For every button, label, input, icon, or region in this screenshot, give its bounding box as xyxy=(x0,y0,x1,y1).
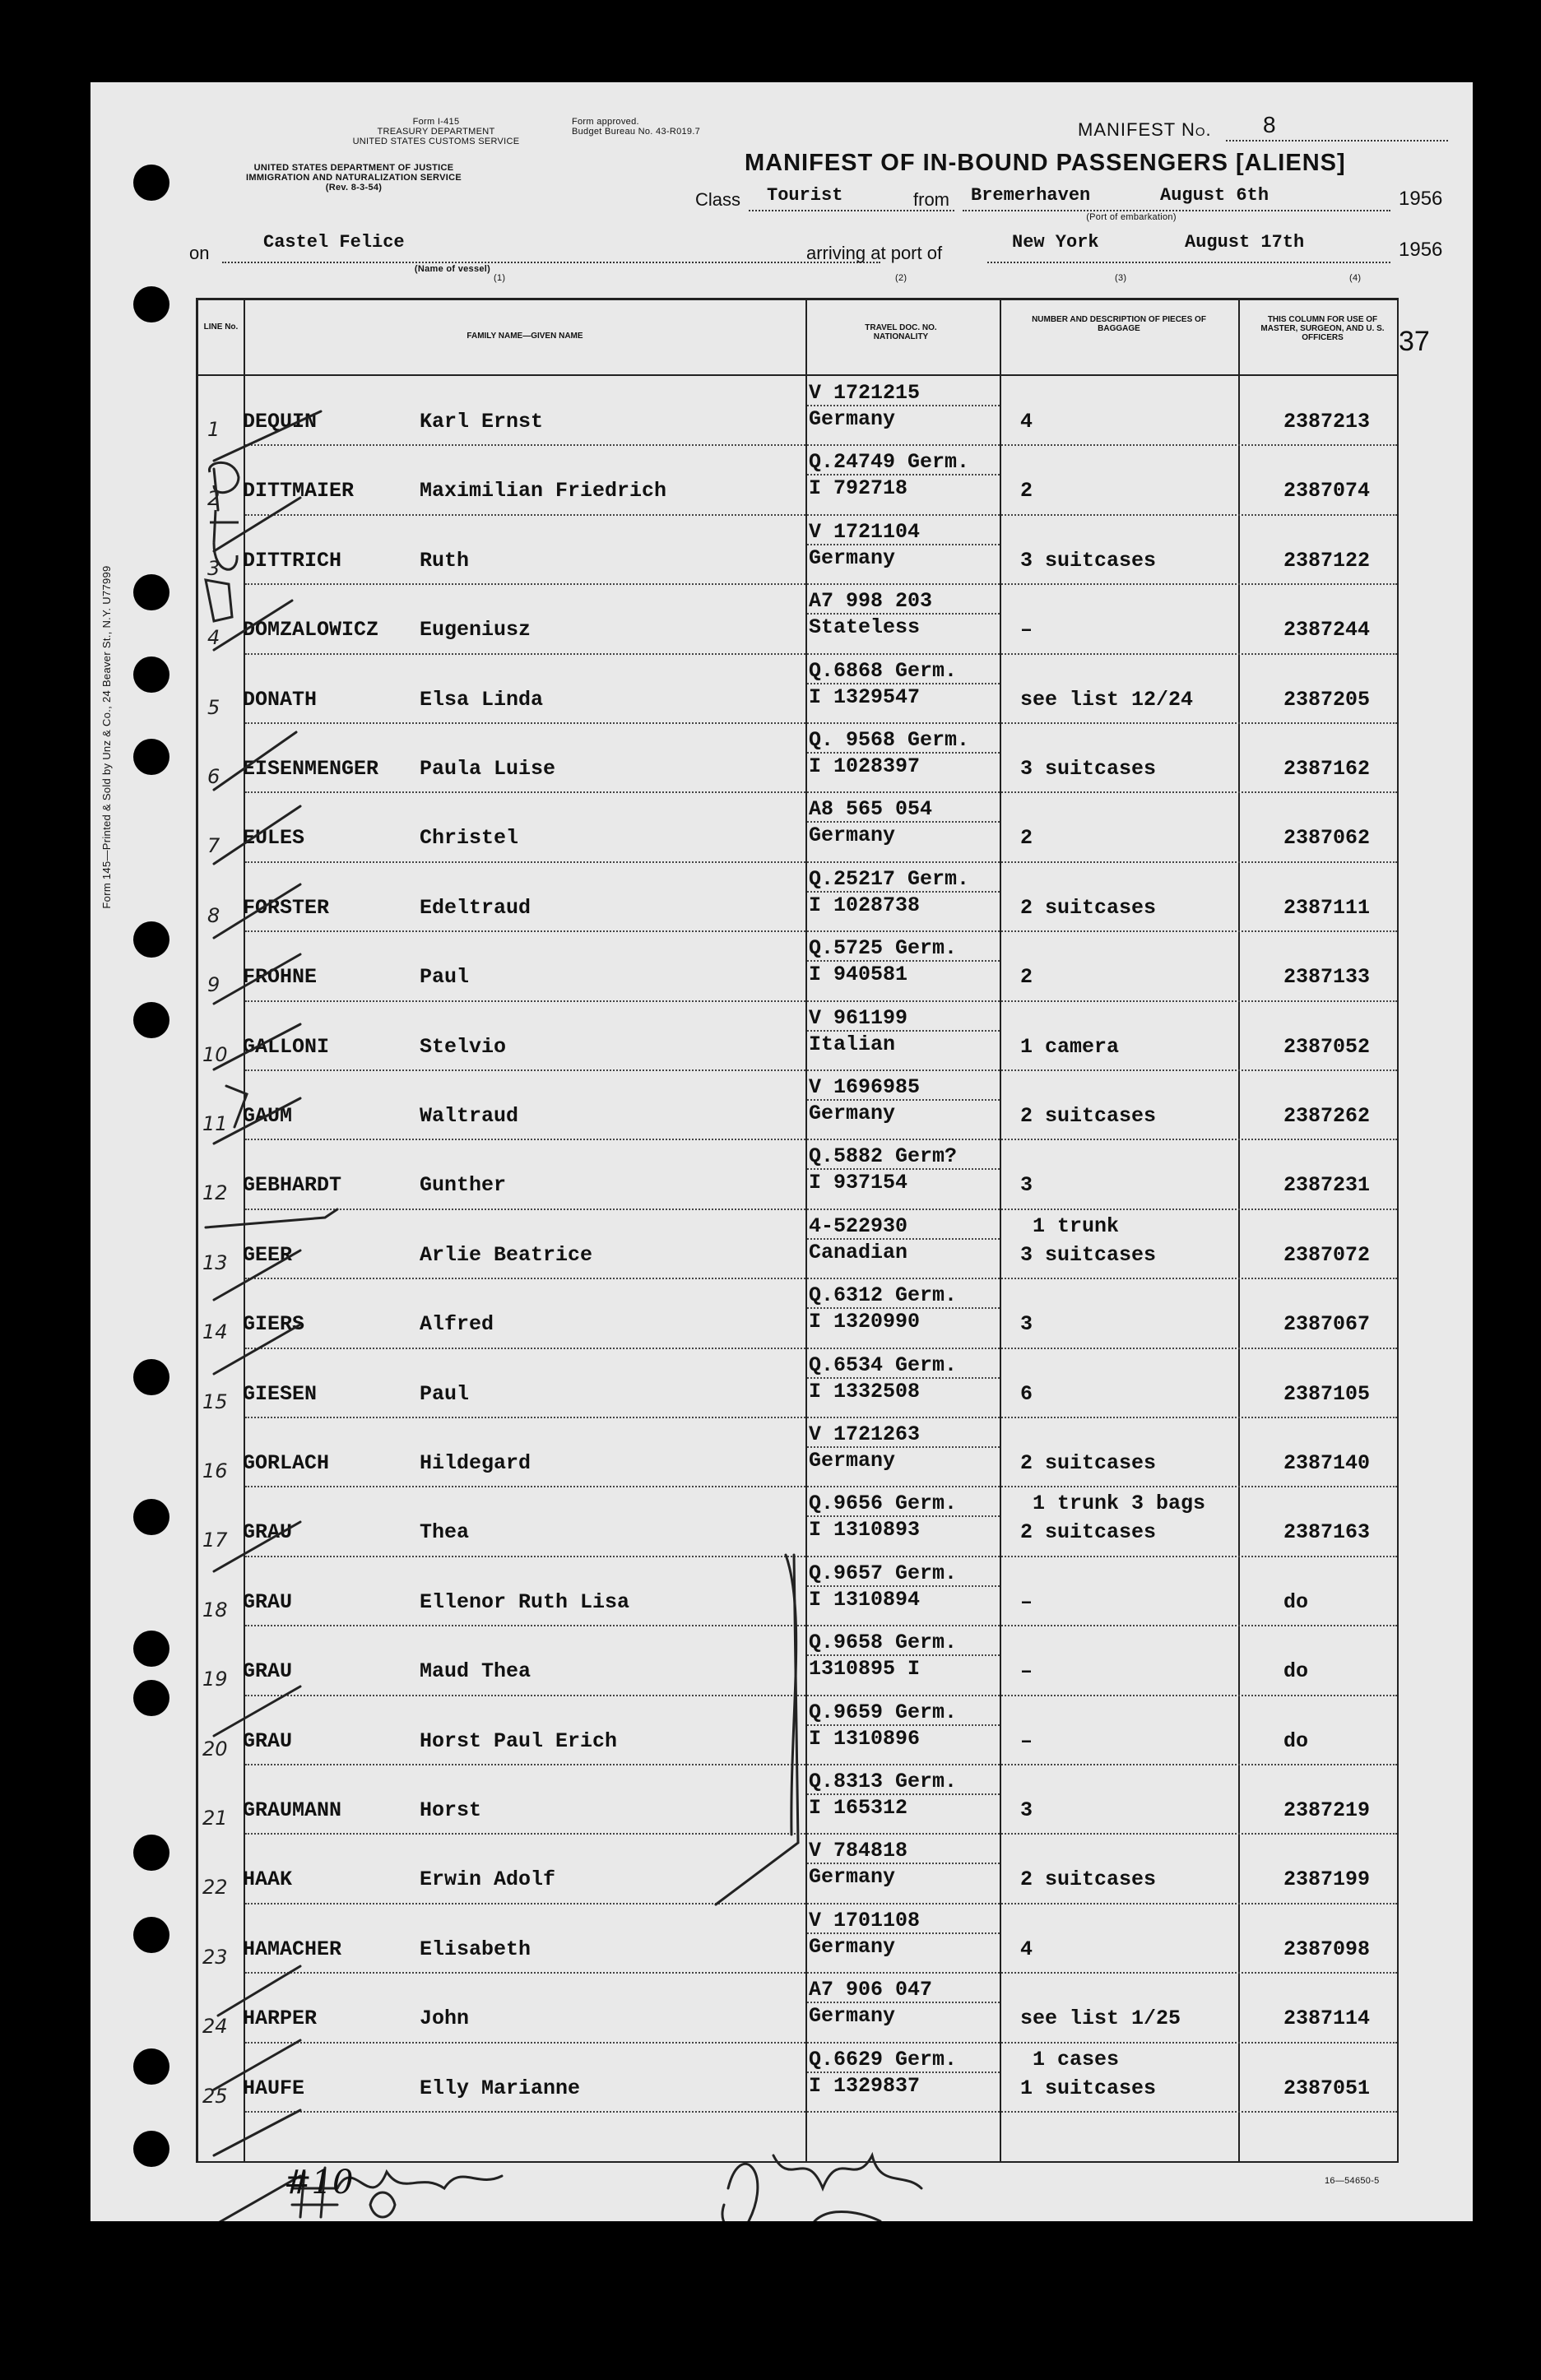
given-name: Elisabeth xyxy=(420,1937,531,1961)
line-number: 1 xyxy=(207,418,220,441)
baggage-description: 2 xyxy=(1020,826,1033,851)
family-name: GALLONI xyxy=(243,1034,330,1059)
col-header-officers: THIS COLUMN FOR USE OF MASTER, SURGEON, AND U. S. OFFICERS xyxy=(1260,315,1385,342)
given-name: Thea xyxy=(420,1520,470,1545)
manifest-title: MANIFEST OF IN-BOUND PASSENGERS [ALIENS] xyxy=(745,150,1346,176)
travel-doc-number: Q.8313 Germ. xyxy=(809,1770,958,1793)
given-name: Eugeniusz xyxy=(420,618,531,643)
line-number: 18 xyxy=(202,1598,228,1621)
family-name: GRAU xyxy=(243,1589,293,1614)
travel-doc-number: Q.6629 Germ. xyxy=(809,2047,958,2071)
given-name: Edeltraud xyxy=(420,895,531,920)
baggage-description: 2 suitcases xyxy=(1020,1451,1157,1475)
nationality: I 792718 xyxy=(809,476,908,501)
baggage-description: 4 xyxy=(1020,410,1033,434)
baggage-description: see list 1/25 xyxy=(1020,2007,1181,2031)
nationality: Italian xyxy=(809,1032,896,1056)
customs-service: UNITED STATES CUSTOMS SERVICE xyxy=(352,137,520,146)
line-number: 20 xyxy=(202,1737,228,1761)
baggage-description: 3 suitcases xyxy=(1020,757,1157,781)
embarkation-port: Bremerhaven xyxy=(971,185,1091,206)
given-name: Karl Ernst xyxy=(420,410,544,434)
nationality: Germany xyxy=(809,545,896,570)
officer-number: 2387122 xyxy=(1283,548,1371,573)
officer-number: 2387052 xyxy=(1283,1034,1371,1059)
baggage-description: 3 xyxy=(1020,1798,1033,1822)
line-number: 2 xyxy=(207,487,220,511)
port-of-embarkation-note: (Port of embarkation) xyxy=(1086,212,1177,222)
line-number: 13 xyxy=(202,1250,228,1274)
given-name: Waltraud xyxy=(420,1104,519,1128)
budget-bureau-no: Budget Bureau No. 43-R019.7 xyxy=(572,127,701,137)
line-number: 14 xyxy=(202,1320,228,1344)
line-number: 8 xyxy=(207,903,220,927)
family-name: GIERS xyxy=(243,1312,305,1337)
family-name: EULES xyxy=(243,826,305,851)
family-name: DITTMAIER xyxy=(243,479,355,503)
travel-doc-number: V 1721215 xyxy=(809,381,921,405)
nationality: 1310895 I xyxy=(809,1657,921,1682)
travel-doc-number: Q. 9568 Germ. xyxy=(809,728,970,752)
printer-side-note: Form 145—Printed & Sold by Unz & Co., 24 Beaver St., N.Y. U77999 xyxy=(100,565,113,909)
nationality: Germany xyxy=(809,1865,896,1890)
family-name: GEBHARDT xyxy=(243,1173,342,1198)
family-name: FROHNE xyxy=(243,965,318,990)
given-name: Gunther xyxy=(420,1173,507,1198)
family-name: GRAUMANN xyxy=(243,1798,342,1822)
line-number: 9 xyxy=(207,973,220,997)
nationality: Germany xyxy=(809,1934,896,1959)
given-name: Stelvio xyxy=(420,1034,507,1059)
nationality: Stateless xyxy=(809,615,921,640)
nationality: I 165312 xyxy=(809,1796,908,1820)
travel-doc-number: Q.9656 Germ. xyxy=(809,1492,958,1516)
officer-number: 2387244 xyxy=(1283,618,1371,643)
travel-doc-number: V 1721263 xyxy=(809,1422,921,1446)
travel-doc-number: Q.24749 Germ. xyxy=(809,450,970,475)
arrival-port: New York xyxy=(1012,232,1099,253)
officer-number: 2387205 xyxy=(1283,687,1371,712)
nationality: I 1332508 xyxy=(809,1379,921,1403)
family-name: DITTRICH xyxy=(243,548,342,573)
family-name: GIESEN xyxy=(243,1381,318,1406)
class-label: Class xyxy=(695,189,741,210)
arrival-date: August 17th xyxy=(1185,232,1305,253)
officer-number: 2387219 xyxy=(1283,1798,1371,1822)
family-name: GRAU xyxy=(243,1659,293,1684)
officer-number: 2387140 xyxy=(1283,1451,1371,1475)
given-name: Hildegard xyxy=(420,1451,531,1475)
col-num-2: (2) xyxy=(895,273,907,283)
baggage-description: 2 suitcases xyxy=(1020,895,1157,920)
form-number: Form I-415 xyxy=(412,117,460,127)
departure-date: August 6th xyxy=(1160,185,1269,206)
baggage-description: 2 suitcases xyxy=(1020,1520,1157,1545)
line-number: 21 xyxy=(202,1807,228,1830)
officer-number: do xyxy=(1283,1659,1309,1684)
col-header-line-no: LINE No. xyxy=(203,322,239,332)
nationality: Germany xyxy=(809,407,896,431)
officer-number: 2387114 xyxy=(1283,2007,1371,2031)
form-approved: Form approved. xyxy=(572,117,639,127)
given-name: Horst xyxy=(420,1798,482,1822)
baggage-description: 2 suitcases xyxy=(1020,1867,1157,1892)
vessel-name: Castel Felice xyxy=(263,232,405,253)
officer-number: 2387105 xyxy=(1283,1381,1371,1406)
nationality: Germany xyxy=(809,1102,896,1125)
given-name: Paul xyxy=(420,1381,470,1406)
line-number: 22 xyxy=(202,1876,228,1900)
col-header-doc: TRAVEL DOC. NO. NATIONALITY xyxy=(865,323,937,341)
officer-number: 2387162 xyxy=(1283,757,1371,781)
line-number: 6 xyxy=(207,765,220,788)
travel-doc-number: A7 998 203 xyxy=(809,589,933,614)
arrival-year: 1956 xyxy=(1399,239,1443,261)
given-name: Erwin Adolf xyxy=(420,1867,556,1892)
baggage-line-1: 1 trunk xyxy=(1033,1213,1120,1238)
given-name: Alfred xyxy=(420,1312,494,1337)
nationality: I 940581 xyxy=(809,963,908,987)
line-number: 7 xyxy=(207,834,220,858)
baggage-description: 3 xyxy=(1020,1312,1033,1337)
arriving-label: arriving at port of xyxy=(806,243,943,263)
on-label: on xyxy=(189,243,210,263)
travel-doc-number: Q.6534 Germ. xyxy=(809,1352,958,1377)
officer-number: 2387062 xyxy=(1283,826,1371,851)
line-number: 15 xyxy=(202,1389,228,1413)
travel-doc-number: 4-522930 xyxy=(809,1213,908,1238)
family-name: HAMACHER xyxy=(243,1937,342,1961)
given-name: Maximilian Friedrich xyxy=(420,479,667,503)
officer-number: 2387098 xyxy=(1283,1937,1371,1961)
family-name: GRAU xyxy=(243,1520,293,1545)
line-number: 23 xyxy=(202,1945,228,1969)
nationality: I 1028397 xyxy=(809,754,921,778)
officer-number: do xyxy=(1283,1589,1309,1614)
baggage-line-1: 1 cases xyxy=(1033,2047,1120,2071)
travel-doc-number: Q.9658 Germ. xyxy=(809,1631,958,1655)
print-code: 16—54650-5 xyxy=(1325,2176,1380,2186)
line-number: 10 xyxy=(202,1042,228,1066)
travel-doc-number: V 961199 xyxy=(809,1005,908,1030)
baggage-description: 2 suitcases xyxy=(1020,1104,1157,1128)
family-name: DEQUIN xyxy=(243,410,318,434)
line-number: 24 xyxy=(202,2015,228,2039)
travel-doc-number: V 1696985 xyxy=(809,1075,921,1099)
doj-title: UNITED STATES DEPARTMENT OF JUSTICE xyxy=(253,163,454,173)
manifest-sheet xyxy=(91,82,1473,2221)
nationality: I 1329547 xyxy=(809,684,921,709)
given-name: John xyxy=(420,2007,470,2031)
officer-number: 2387199 xyxy=(1283,1867,1371,1892)
handwritten-marks xyxy=(91,82,1473,2221)
travel-doc-number: A7 906 047 xyxy=(809,1978,933,2002)
col-num-3: (3) xyxy=(1115,273,1127,283)
travel-doc-number: V 1721104 xyxy=(809,519,921,544)
family-name: HAUFE xyxy=(243,2076,305,2100)
baggage-description: 2 xyxy=(1020,479,1033,503)
departure-year-value: 56 xyxy=(1420,188,1443,210)
sheet-number: 37 xyxy=(1399,326,1430,357)
given-name: Christel xyxy=(420,826,519,851)
given-name: Arlie Beatrice xyxy=(420,1242,593,1267)
nationality: Germany xyxy=(809,2004,896,2029)
line-number: 4 xyxy=(207,626,220,650)
line-number: 16 xyxy=(202,1459,228,1482)
officer-number: 2387231 xyxy=(1283,1173,1371,1198)
given-name: Paul xyxy=(420,965,470,990)
travel-doc-number: Q.9659 Germ. xyxy=(809,1700,958,1724)
family-name: FORSTER xyxy=(243,895,330,920)
given-name: Maud Thea xyxy=(420,1659,531,1684)
baggage-description: – xyxy=(1020,1728,1033,1753)
vessel-note: (Name of vessel) xyxy=(414,264,491,274)
given-name: Paula Luise xyxy=(420,757,556,781)
arrival-year-value: 56 xyxy=(1420,239,1443,261)
family-name: HARPER xyxy=(243,2007,318,2031)
nationality: I 1310896 xyxy=(809,1726,921,1751)
travel-doc-number: V 784818 xyxy=(809,1839,908,1863)
family-name: GAUM xyxy=(243,1104,293,1128)
baggage-description: 6 xyxy=(1020,1381,1033,1406)
baggage-description: see list 12/24 xyxy=(1020,687,1194,712)
family-name: HAAK xyxy=(243,1867,293,1892)
travel-doc-number: Q.9657 Germ. xyxy=(809,1561,958,1585)
nationality: I 1329837 xyxy=(809,2073,921,2098)
manifest-no-value: 8 xyxy=(1263,112,1276,137)
line-number: 19 xyxy=(202,1668,228,1691)
from-label: from xyxy=(913,189,949,210)
nationality: Germany xyxy=(809,823,896,848)
departure-year: 1956 xyxy=(1399,188,1443,210)
family-name: GORLACH xyxy=(243,1451,330,1475)
nationality: Germany xyxy=(809,1449,896,1473)
line-number: 12 xyxy=(202,1181,228,1205)
officer-number: 2387262 xyxy=(1283,1104,1371,1128)
manifest-no-label: MANIFEST No. xyxy=(1078,119,1212,140)
given-name: Elsa Linda xyxy=(420,687,544,712)
ins-title: IMMIGRATION AND NATURALIZATION SERVICE xyxy=(246,173,462,183)
travel-doc-number: Q.6312 Germ. xyxy=(809,1283,958,1308)
family-name: GRAU xyxy=(243,1728,293,1753)
baggage-description: 2 xyxy=(1020,965,1033,990)
line-number: 11 xyxy=(202,1112,228,1135)
officer-number: 2387111 xyxy=(1283,895,1371,920)
family-name: DOMZALOWICZ xyxy=(243,618,379,643)
col-header-name: FAMILY NAME—GIVEN NAME xyxy=(466,332,583,341)
col-num-4: (4) xyxy=(1349,273,1362,283)
officer-number: 2387163 xyxy=(1283,1520,1371,1545)
treasury-dept: TREASURY DEPARTMENT xyxy=(377,127,495,137)
officer-number: do xyxy=(1283,1728,1309,1753)
col-header-baggage: NUMBER AND DESCRIPTION OF PIECES OF BAGGAGE xyxy=(1032,315,1206,333)
baggage-description: 3 xyxy=(1020,1173,1033,1198)
officer-number: 2387051 xyxy=(1283,2076,1371,2100)
family-name: DONATH xyxy=(243,687,318,712)
given-name: Horst Paul Erich xyxy=(420,1728,618,1753)
baggage-description: – xyxy=(1020,1589,1033,1614)
line-number: 17 xyxy=(202,1529,228,1552)
travel-doc-number: Q.5882 Germ? xyxy=(809,1144,958,1169)
nationality: I 937154 xyxy=(809,1171,908,1195)
line-number: 3 xyxy=(207,556,220,580)
family-name: GEER xyxy=(243,1242,293,1267)
col-num-1: (1) xyxy=(494,273,506,283)
officer-number: 2387133 xyxy=(1283,965,1371,990)
nationality: I 1320990 xyxy=(809,1310,921,1334)
baggage-line-1: 1 trunk 3 bags xyxy=(1033,1492,1206,1516)
travel-doc-number: A8 565 054 xyxy=(809,797,933,822)
given-name: Ruth xyxy=(420,548,470,573)
class-value: Tourist xyxy=(767,185,843,206)
travel-doc-number: Q.25217 Germ. xyxy=(809,866,970,891)
travel-doc-number: Q.6868 Germ. xyxy=(809,658,958,683)
baggage-description: – xyxy=(1020,618,1033,643)
nationality: I 1028738 xyxy=(809,893,921,917)
travel-doc-number: Q.5725 Germ. xyxy=(809,936,958,961)
family-name: EISENMENGER xyxy=(243,757,379,781)
baggage-description: 1 suitcases xyxy=(1020,2076,1157,2100)
baggage-description: 1 camera xyxy=(1020,1034,1120,1059)
baggage-description: 3 suitcases xyxy=(1020,1242,1157,1267)
baggage-description: – xyxy=(1020,1659,1033,1684)
revision-date: (Rev. 8-3-54) xyxy=(325,183,383,193)
given-name: Elly Marianne xyxy=(420,2076,581,2100)
officer-number: 2387072 xyxy=(1283,1242,1371,1267)
line-number: 25 xyxy=(202,2084,228,2108)
baggage-description: 3 suitcases xyxy=(1020,548,1157,573)
line-number: 5 xyxy=(207,695,220,719)
travel-doc-number: V 1701108 xyxy=(809,1908,921,1932)
given-name: Ellenor Ruth Lisa xyxy=(420,1589,630,1614)
officer-number: 2387074 xyxy=(1283,479,1371,503)
nationality: I 1310893 xyxy=(809,1518,921,1543)
officer-number: 2387067 xyxy=(1283,1312,1371,1337)
nationality: Canadian xyxy=(809,1240,908,1264)
nationality: I 1310894 xyxy=(809,1587,921,1612)
baggage-description: 4 xyxy=(1020,1937,1033,1961)
handwritten-note: #10 xyxy=(284,2164,354,2201)
officer-number: 2387213 xyxy=(1283,410,1371,434)
